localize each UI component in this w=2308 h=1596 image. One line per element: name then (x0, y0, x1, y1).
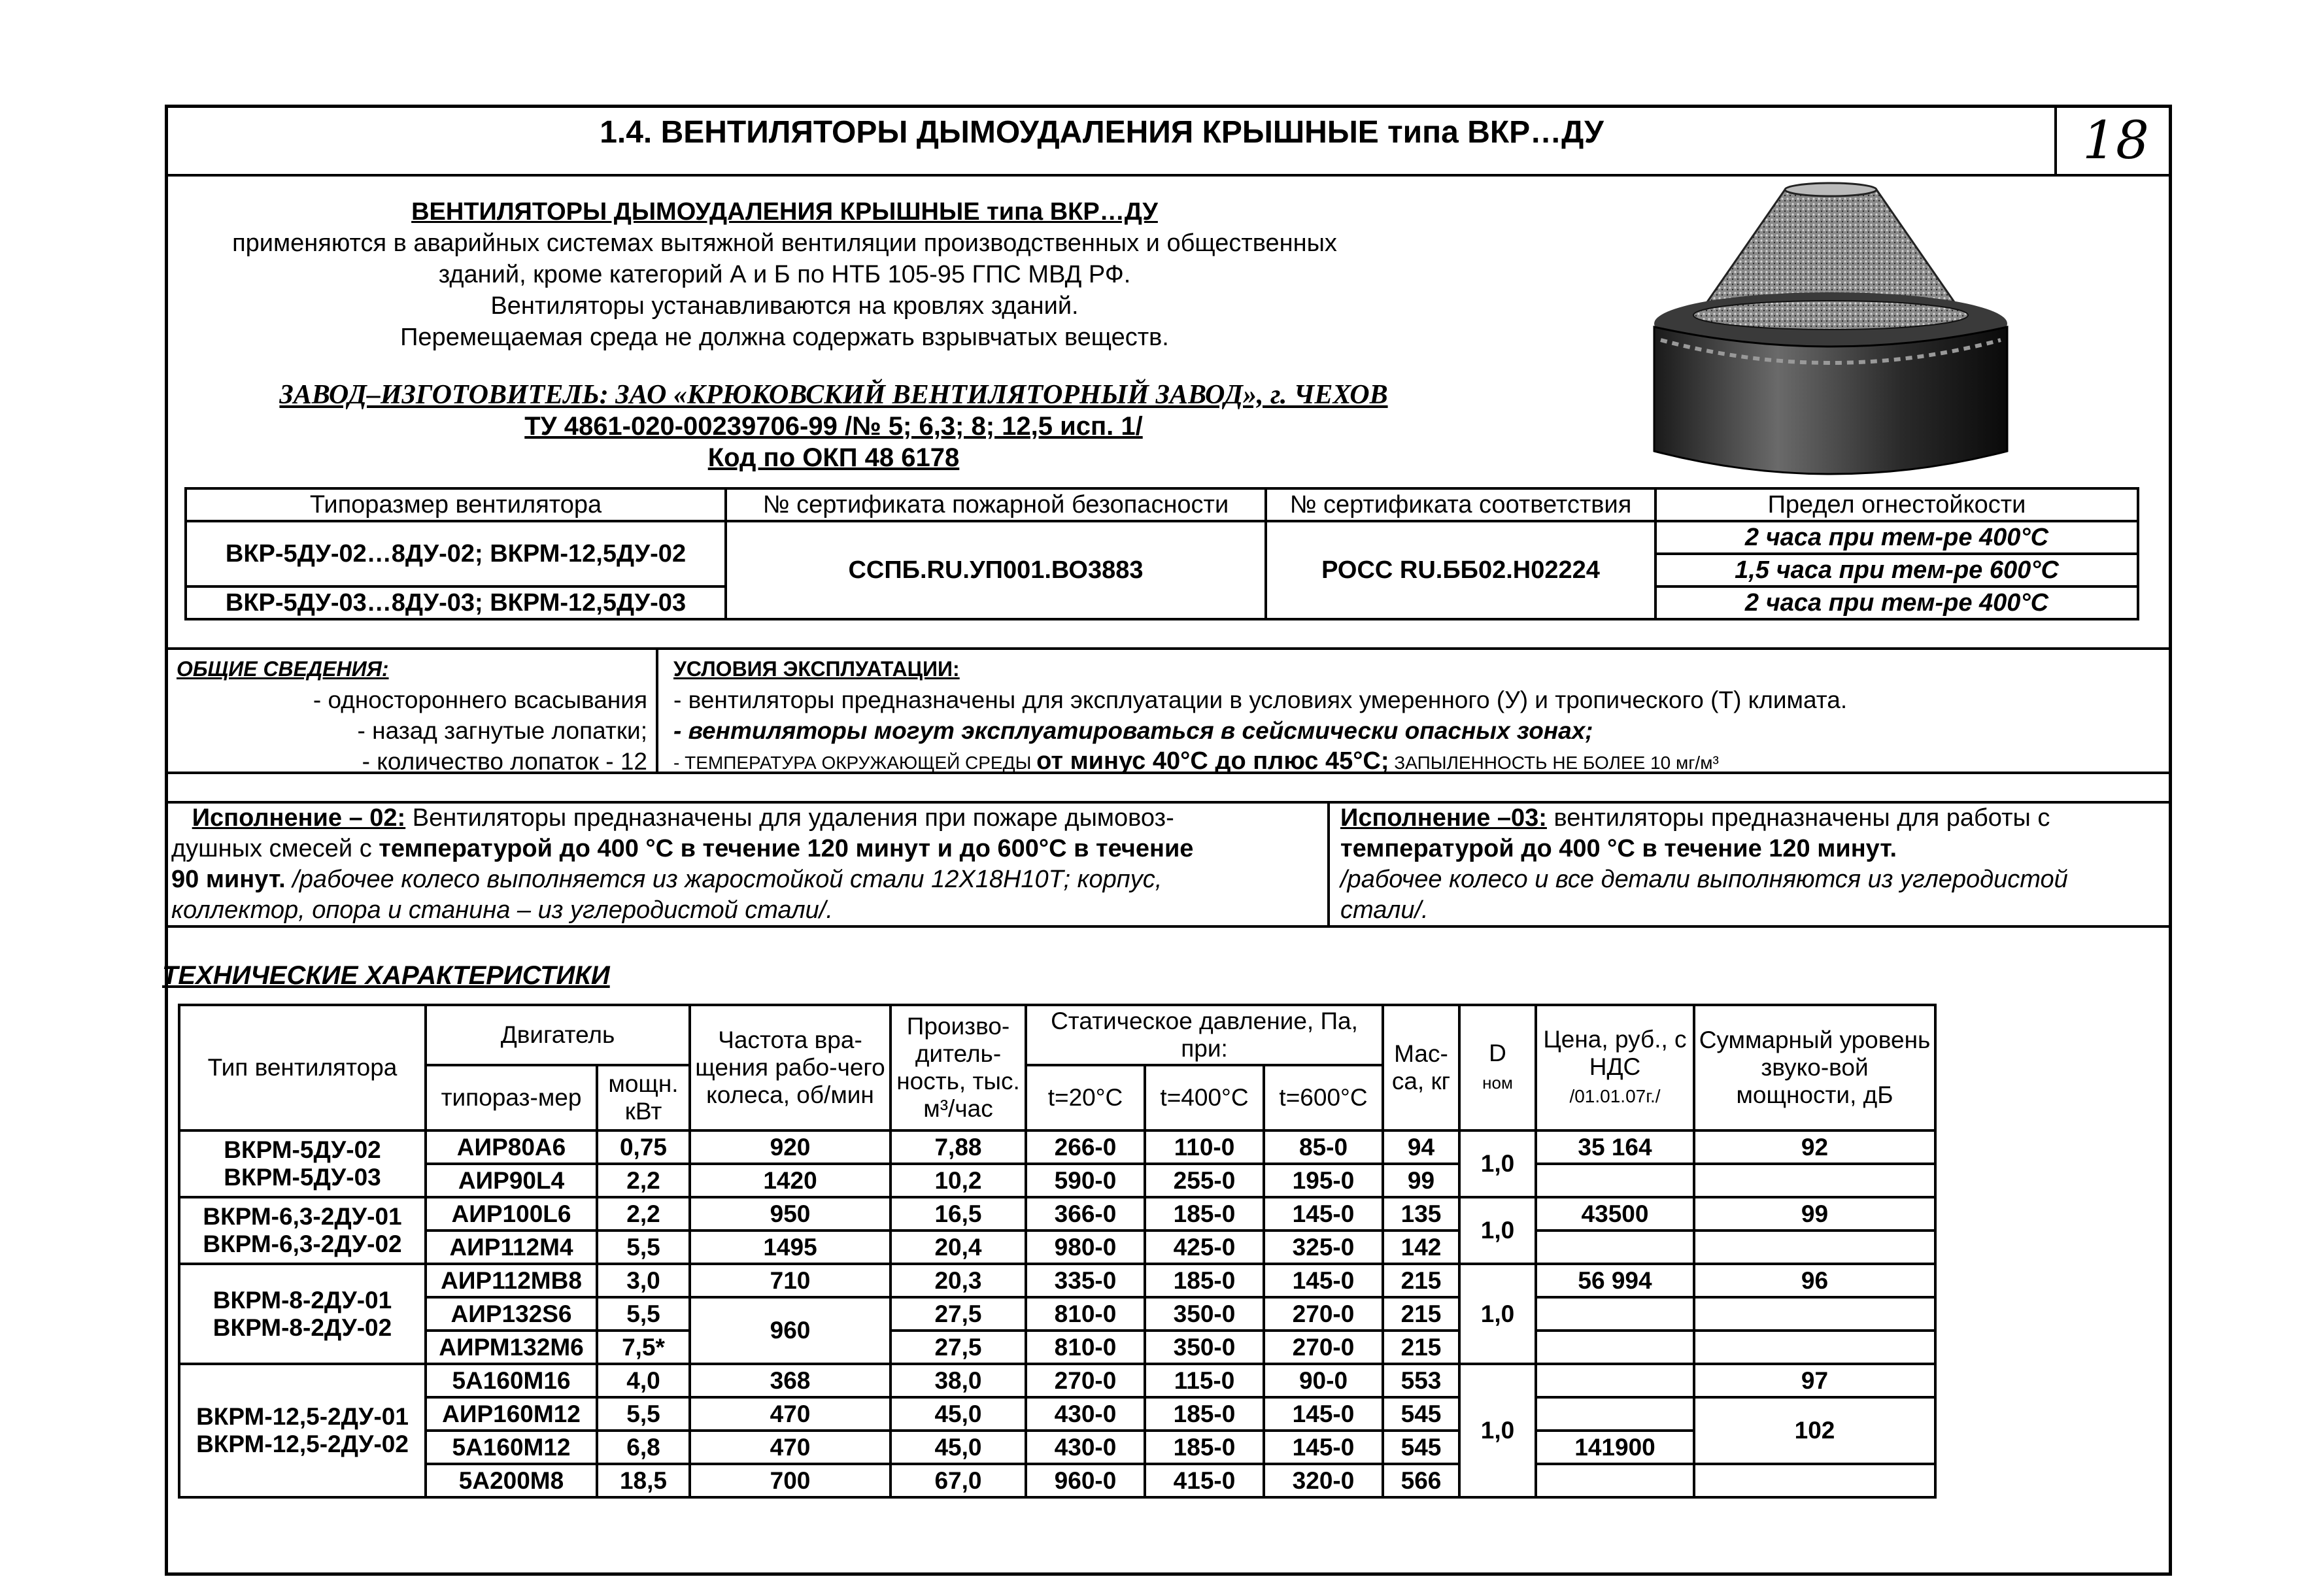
intro-line-2: зданий, кроме категорий А и Б по НТБ 105-95 ГПС МВД РФ. (438, 261, 1131, 288)
conditions-heading: УСЛОВИЯ ЭКСПЛУАТАЦИИ: (673, 657, 960, 681)
cert-conformity-number: РОСС RU.ББ02.Н02224 (1266, 521, 1655, 619)
tech-table (178, 1004, 1937, 1499)
certificate-table (184, 487, 2139, 620)
th-capacity: Произво-дитель-ность, тыс. м³/час (891, 1005, 1026, 1130)
intro-heading: ВЕНТИЛЯТОРЫ ДЫМОУДАЛЕНИЯ КРЫШНЫЕ типа ВКР…ДУ (411, 198, 1158, 226)
cert-header-limit: Предел огнестойкости (1655, 488, 2138, 521)
fan-type-g3: ВКРМ-8-2ДУ-01 ВКРМ-8-2ДУ-02 (179, 1264, 426, 1364)
cert-limit-1: 2 часа при тем-ре 400°С (1655, 521, 2138, 554)
general-info (177, 654, 647, 777)
intro-block (170, 196, 1399, 353)
fan-type-g4: ВКРМ-12,5-2ДУ-01 ВКРМ-12,5-2ДУ-02 (179, 1364, 426, 1497)
table-row: ВКРМ-5ДУ-02 ВКРМ-5ДУ-03 АИР80А6 0,75 920 7,88 266-0 110-0 85-0 94 1,0 35 164 92 (179, 1130, 1935, 1164)
table-row: АИРМ132М6 7,5* 27,5 810-0 350-0 270-0 215 (179, 1331, 1935, 1364)
page-title: 1.4. ВЕНТИЛЯТОРЫ ДЫМОУДАЛЕНИЯ КРЫШНЫЕ типа ВКР…ДУ (600, 115, 1604, 150)
roof-fan-image (1635, 177, 2040, 497)
th-motor-power: мощн. кВт (597, 1065, 690, 1130)
execution-02: Исполнение – 02: Вентиляторы предназначены для удаления при пожаре дымовоз- душных смесей с температурой до 400 °С в течение 120 минут и до 600°С в течение 90 минут. /рабочее колесо выполняется из жаростойкой стали 12Х18Н10Т; корпус, коллектор, опора и станина – из углеродистой стали/. (171, 804, 1194, 924)
cert-header-size: Типоразмер вентилятора (186, 488, 726, 521)
cert-model-03: ВКР-5ДУ-03…8ДУ-03; ВКРМ-12,5ДУ-03 (186, 586, 726, 619)
th-motor: Двигатель (426, 1005, 690, 1065)
fan-type-g2: ВКРМ-6,3-2ДУ-01 ВКРМ-6,3-2ДУ-02 (179, 1197, 426, 1264)
general-item-2: - назад загнутые лопатки; (357, 717, 647, 744)
general-top-rule (165, 647, 2172, 650)
conditions-line-2: - вентиляторы могут эксплуатироваться в сейсмически опасных зонах; (673, 717, 1593, 744)
d-g3: 1,0 (1459, 1264, 1536, 1364)
operating-conditions (673, 654, 2164, 778)
table-row: 5А160М12 6,8 470 45,0 430-0 185-0 145-0 545 141900 (179, 1431, 1935, 1464)
th-t400: t=400°С (1145, 1065, 1264, 1130)
tech-heading: ТЕХНИЧЕСКИЕ ХАРАКТЕРИСТИКИ (162, 961, 610, 990)
factory-okp: Код по ОКП 48 6178 (707, 443, 960, 472)
table-row: 5А200М8 18,5 700 67,0 960-0 415-0 320-0 566 (179, 1464, 1935, 1497)
noise-g2: 99 (1694, 1197, 1935, 1231)
th-motor-type: типораз-мер (426, 1065, 597, 1130)
th-d: D ном (1459, 1005, 1536, 1130)
page-number: 18 (2082, 110, 2149, 171)
table-row: ВКРМ-8-2ДУ-01 ВКРМ-8-2ДУ-02 АИР112МВ8 3,0 710 20,3 335-0 185-0 145-0 215 1,0 56 994 96 (179, 1264, 1935, 1297)
price-g4: 141900 (1536, 1431, 1694, 1464)
cert-header-conformity: № сертификата соответствия (1266, 488, 1655, 521)
conditions-line-3: - ТЕМПЕРАТУРА ОКРУЖАЮЩЕЙ СРЕДЫ от минус 40°С до плюс 45°С; ЗАПЫЛЕННОСТЬ НЕ БОЛЕЕ 10 мг/м³ (673, 747, 1719, 775)
factory-block (170, 379, 1497, 473)
cert-limit-2: 1,5 часа при тем-ре 600°С (1655, 554, 2138, 586)
th-pressure: Статическое давление, Па, при: (1026, 1005, 1383, 1065)
cert-fire-number: ССПБ.RU.УП001.ВО3883 (726, 521, 1266, 619)
exec-divider (1327, 801, 1330, 925)
general-heading: ОБЩИЕ СВЕДЕНИЯ: (177, 657, 389, 681)
table-row: ВКРМ-12,5-2ДУ-01 ВКРМ-12,5-2ДУ-02 5А160М16 4,0 368 38,0 270-0 115-0 90-0 553 1,0 97 (179, 1364, 1935, 1397)
th-t600: t=600°С (1264, 1065, 1383, 1130)
price-g3: 56 994 (1536, 1264, 1694, 1297)
table-row: АИР112М4 5,5 1495 20,4 980-0 425-0 325-0 142 (179, 1231, 1935, 1264)
fan-type-g1: ВКРМ-5ДУ-02 ВКРМ-5ДУ-03 (179, 1130, 426, 1197)
th-type: Тип вентилятора (179, 1005, 426, 1130)
general-item-3: - количество лопаток - 12 (362, 748, 647, 775)
exec-02-label: Исполнение – 02: (192, 804, 406, 832)
conditions-line-1: - вентиляторы предназначены для эксплуатации в условиях умеренного (У) и тропического (Т) климата. (673, 687, 1848, 713)
pagenum-divider (2054, 105, 2057, 177)
table-row: АИР90L4 2,2 1420 10,2 590-0 255-0 195-0 99 (179, 1164, 1935, 1197)
factory-tu: ТУ 4861-020-00239706-99 /№ 5; 6,3; 8; 12,5 исп. 1/ (524, 412, 1143, 441)
exec-03-label: Исполнение –03: (1340, 804, 1547, 832)
factory-name: ЗАВОД–ИЗГОТОВИТЕЛЬ: ЗАО «КРЮКОВСКИЙ ВЕНТИЛЯТОРНЫЙ ЗАВОД», г. ЧЕХОВ (279, 380, 1388, 410)
noise-g1: 92 (1694, 1130, 1935, 1164)
general-item-1: - одностороннего всасывания (313, 687, 647, 713)
noise-g4a: 97 (1694, 1364, 1935, 1397)
price-g1: 35 164 (1536, 1130, 1694, 1164)
d-g4: 1,0 (1459, 1364, 1536, 1497)
cert-limit-3: 2 часа при тем-ре 400°С (1655, 586, 2138, 619)
cert-model-02: ВКР-5ДУ-02…8ДУ-02; ВКРМ-12,5ДУ-02 (186, 521, 726, 586)
execution-03: Исполнение –03: вентиляторы предназначены для работы с температурой до 400 °С в течение 120 минут. /рабочее колесо и все детали выполняются из углеродистой стали/. (1340, 804, 2068, 924)
th-mass: Мас-са, кг (1383, 1005, 1459, 1130)
d-g2: 1,0 (1459, 1197, 1536, 1264)
th-speed: Частота вра-щения рабо-чего колеса, об/мин (690, 1005, 891, 1130)
general-divider (656, 647, 658, 772)
th-noise: Суммарный уровень звуко-вой мощности, дБ (1694, 1005, 1935, 1130)
table-row: АИР160М12 5,5 470 45,0 430-0 185-0 145-0 545 102 (179, 1397, 1935, 1431)
intro-line-3: Вентиляторы устанавливаются на кровлях зданий. (490, 292, 1079, 320)
price-g2: 43500 (1536, 1197, 1694, 1231)
th-price: Цена, руб., с НДС /01.01.07г./ (1536, 1005, 1694, 1130)
intro-line-1: применяются в аварийных системах вытяжной вентиляции производственных и общественных (232, 229, 1337, 257)
noise-g3: 96 (1694, 1264, 1935, 1297)
table-row: АИР132S6 5,5 960 27,5 810-0 350-0 270-0 215 (179, 1297, 1935, 1331)
table-row: ВКРМ-6,3-2ДУ-01 ВКРМ-6,3-2ДУ-02 АИР100L6 2,2 950 16,5 366-0 185-0 145-0 135 1,0 43500 99 (179, 1197, 1935, 1231)
d-g1: 1,0 (1459, 1130, 1536, 1197)
noise-g4b: 102 (1694, 1397, 1935, 1464)
intro-line-4: Перемещаемая среда не должна содержать взрывчатых веществ. (400, 324, 1169, 351)
cert-header-fire: № сертификата пожарной безопасности (726, 488, 1266, 521)
th-t20: t=20°С (1026, 1065, 1145, 1130)
